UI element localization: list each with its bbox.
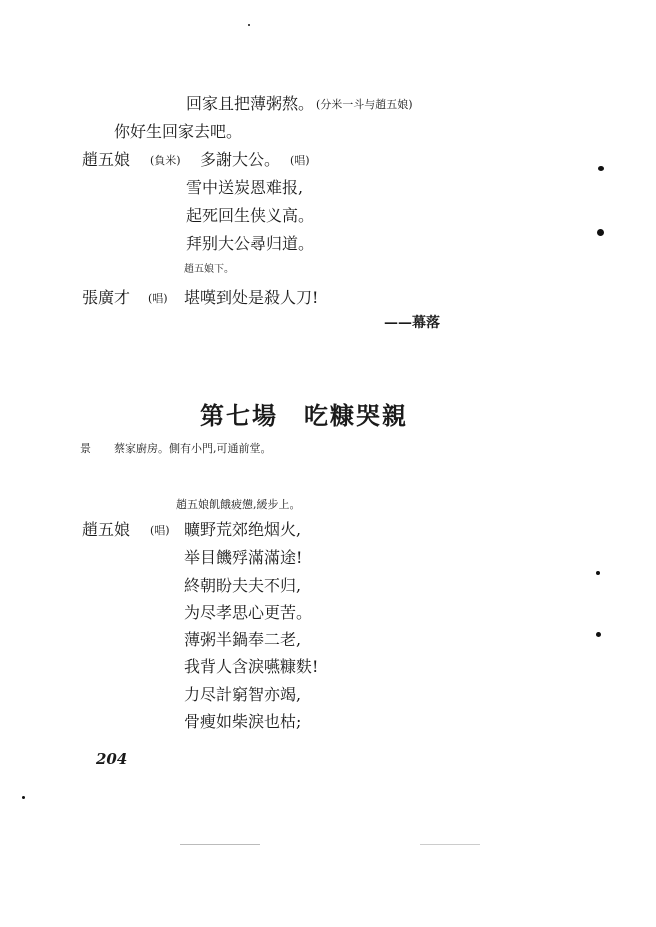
- stage-direction: 趙五娘飢餓疲憊,緩步上。: [176, 498, 301, 511]
- verse-line: 薄粥半鍋奉二老,: [184, 630, 302, 649]
- scan-speck: [22, 796, 25, 799]
- sing-marker: (唱): [150, 524, 170, 537]
- stage-direction: 趙五娘下。: [184, 264, 234, 275]
- stage-note: (負米): [150, 154, 181, 167]
- sing-marker: (唱): [290, 154, 310, 167]
- scan-artifact: [420, 844, 480, 845]
- verse-line: 我背人含淚嚥糠麩!: [184, 657, 319, 676]
- verse-line: 堪嘆到处是殺人刀!: [184, 288, 319, 307]
- verse-line: 为尽孝思心更苦。: [184, 603, 313, 622]
- verse-line: 拜别大公尋归道。: [186, 234, 315, 253]
- setting-text: 蔡家廚房。側有小門,可通前堂。: [114, 442, 272, 455]
- page-number: 204: [96, 750, 128, 768]
- verse-line: 骨瘦如柴淚也枯;: [184, 712, 302, 731]
- scene-title: 第七場 吃糠哭親: [200, 401, 408, 430]
- setting-label: 景: [80, 442, 91, 455]
- speaker-name: 張廣才: [82, 288, 131, 307]
- scan-speck: [597, 229, 604, 236]
- scan-speck: [248, 24, 250, 26]
- verse-line: 举目饑殍滿滿途!: [184, 548, 303, 567]
- verse-line: 終朝盼夫夫不归,: [184, 576, 302, 595]
- scan-speck: [596, 571, 600, 575]
- dialogue-line: 你好生回家去吧。: [114, 122, 243, 141]
- curtain-direction: ——幕落: [384, 315, 440, 331]
- verse-line: 雪中送炭恩难报,: [186, 178, 304, 197]
- sing-marker: (唱): [148, 292, 168, 305]
- scan-speck: [596, 632, 601, 637]
- scan-artifact: [180, 844, 260, 845]
- verse-line: 曠野荒郊绝烟火,: [184, 520, 302, 539]
- verse-line: 力尽計窮智亦竭,: [184, 685, 302, 704]
- verse-line: 起死回生侠义高。: [186, 206, 315, 225]
- speaker-name: 趙五娘: [82, 150, 131, 169]
- verse-line: 回家且把薄粥熬。: [186, 94, 315, 113]
- dialogue-line: 多謝大公。: [200, 150, 281, 169]
- stage-note: (分米一斗与趙五娘): [316, 98, 413, 111]
- speaker-name: 趙五娘: [82, 520, 131, 539]
- scan-speck: [598, 166, 604, 171]
